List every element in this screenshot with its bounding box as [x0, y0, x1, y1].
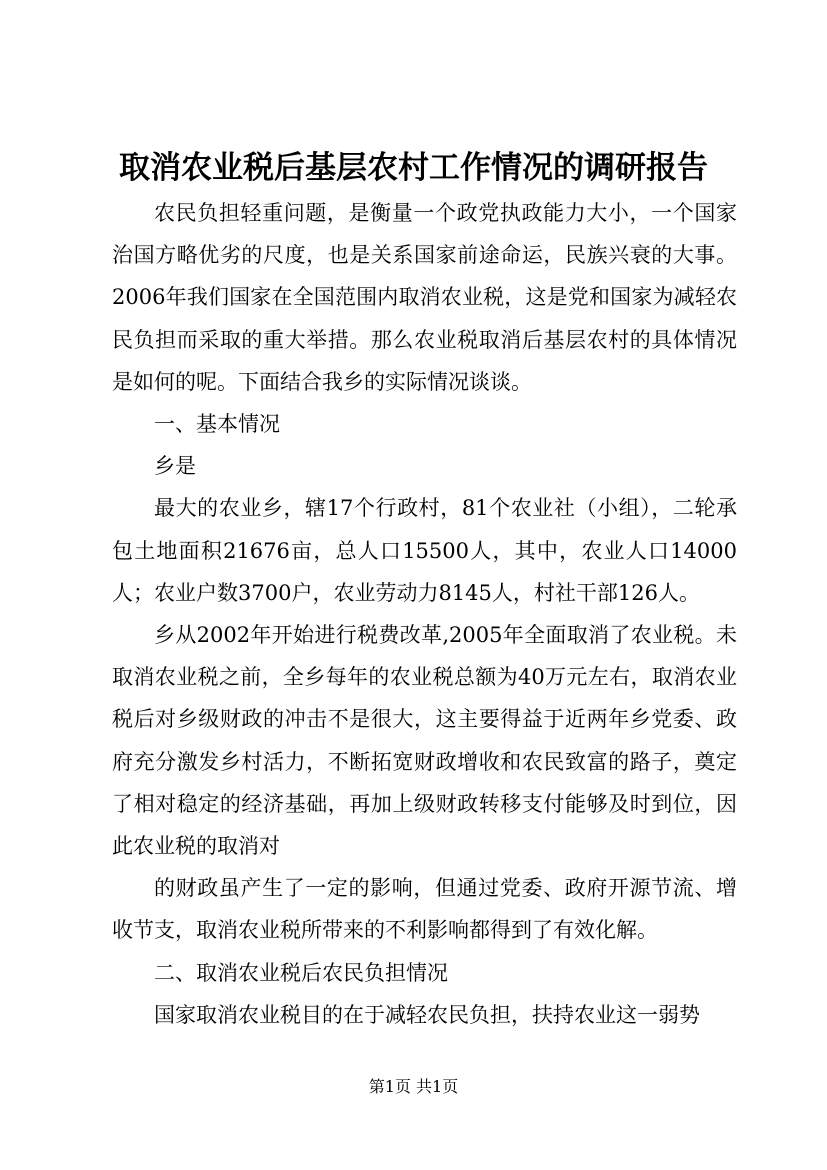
paragraph: 国家取消农业税目的在于减轻农民负担，扶持农业这一弱势: [154, 1002, 700, 1027]
paragraph: 农民负担轻重问题，是衡量一个政党执政能力大小，一个国家治国方略优劣的尺度，也是关系国家前途命运，民族兴衰的大事。2006年我们国家在全国范围内取消农业税，这是党和国家为减轻农民负担而采取的重大举措。那么农业税取消后基层农村的具体情况是如何的呢。下面结合我乡的实际情况谈谈。: [112, 201, 737, 394]
section-heading: 二、取消农业税后农民负担情况: [154, 960, 448, 985]
paragraph: 乡从2002年开始进行税费改革,2005年全面取消了农业税。未取消农业税之前，全乡每年的农业税总额为40万元左右，取消农业税后对乡级财政的冲击不是很大，这主要得益于近两年乡党委、政府充分激发乡村活力，不断拓宽财政增收和农民致富的路子，奠定了相对稳定的经济基础，再加上级财政转移支付能够及时到位，因此农业税的取消对: [112, 623, 737, 859]
paragraph: 的财政虽产生了一定的影响，但通过党委、政府开源节流、增收节支，取消农业税所带来的不利影响都得到了有效化解。: [112, 876, 737, 943]
page-title: 取消农业税后基层农村工作情况的调研报告: [119, 150, 708, 186]
paragraph: 乡是: [154, 454, 196, 479]
paragraph: 最大的农业乡，辖17个行政村，81个农业社（小组），二轮承包土地面积21676亩，总人口15500人，其中，农业人口14000人；农业户数3700户，农业劳动力8145人，村社干部126人。: [112, 496, 737, 605]
document-body: [112, 192, 737, 1036]
section-heading: 一、基本情况: [154, 412, 280, 437]
page-number-footer: 第1页 共1页: [368, 1077, 459, 1096]
